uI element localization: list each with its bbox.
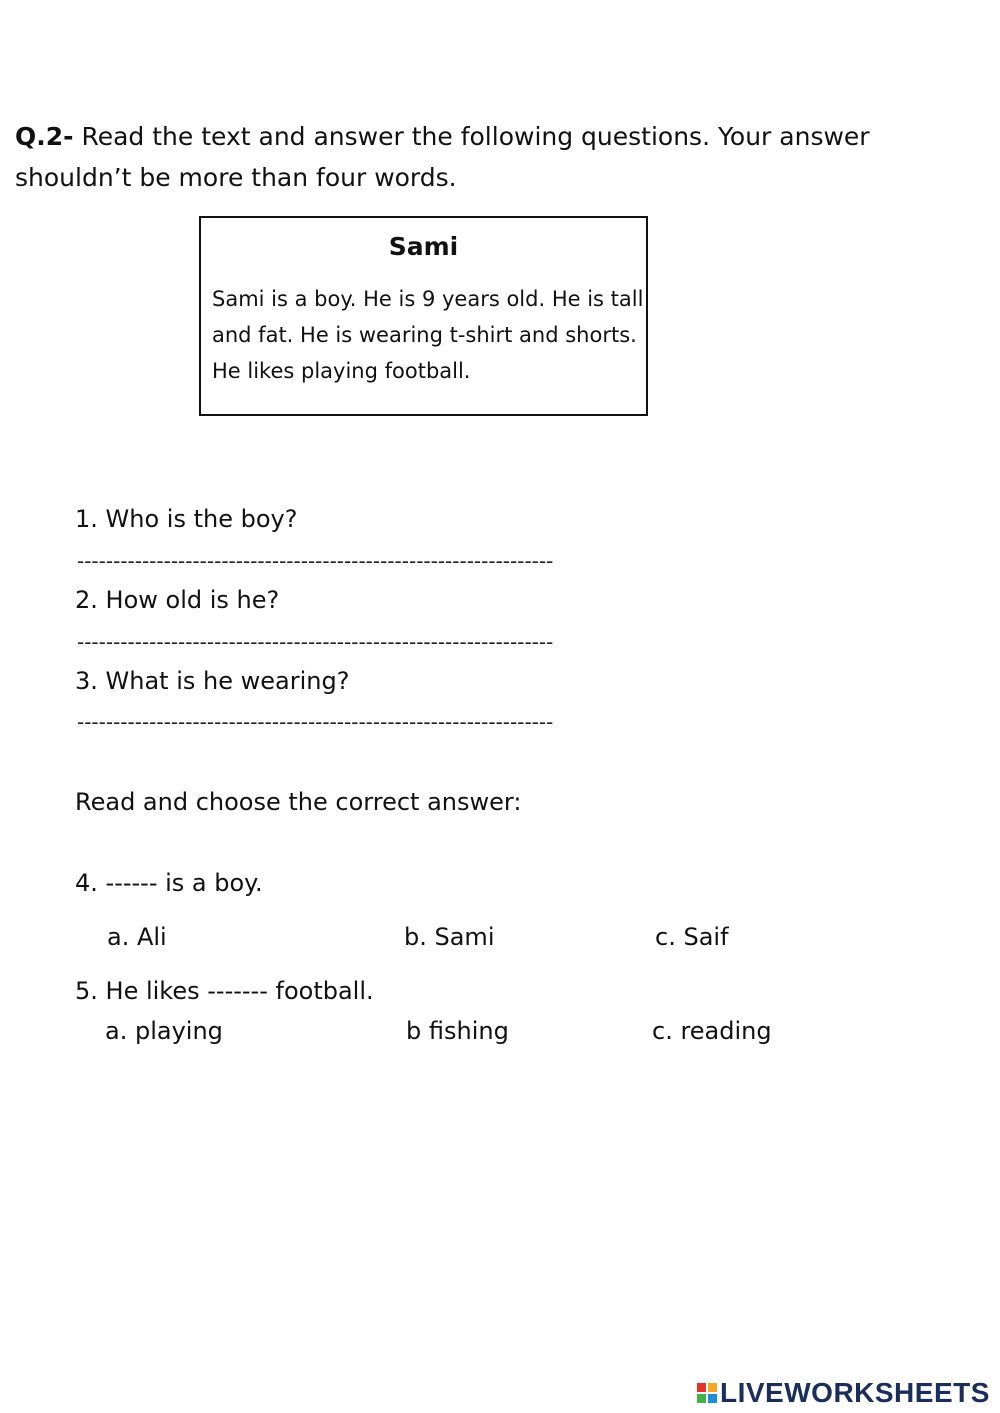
section-instruction: Read and choose the correct answer: [75,788,522,816]
question-2: 2. How old is he? [75,586,280,614]
logo-square [708,1383,717,1392]
q5-option-c[interactable]: c. reading [652,1017,772,1045]
q4-option-c[interactable]: c. Saif [655,923,729,951]
q4-option-b[interactable]: b. Sami [404,923,495,951]
question-1: 1. Who is the boy? [75,505,298,533]
question-instruction: Read the text and answer the following questions. Your answer shouldn’t be more than four words. [15,122,870,192]
question-number: Q.2- [15,122,74,151]
question-5: 5. He likes ------- football. [75,977,374,1005]
question-3: 3. What is he wearing? [75,667,350,695]
logo-grid-icon [697,1383,717,1403]
story-text: Sami is a boy. He is 9 years old. He is tall and fat. He is wearing t-shirt and shorts. He likes playing football. [212,287,644,383]
logo-square [708,1394,717,1403]
logo-text: LIVEWORKSHEETS [720,1377,990,1408]
q5-option-b[interactable]: b fishing [406,1017,509,1045]
logo-square [697,1394,706,1403]
answer-line-1[interactable]: ------------------------------------------------------------------ [77,549,554,573]
question-heading [15,116,915,198]
liveworksheets-logo [697,1378,990,1408]
answer-line-3[interactable]: ------------------------------------------------------------------ [77,710,554,734]
q4-option-a[interactable]: a. Ali [107,923,167,951]
story-title: Sami [388,232,459,261]
question-4: 4. ------ is a boy. [75,869,263,897]
logo-square [697,1383,706,1392]
q5-option-a[interactable]: a. playing [105,1017,223,1045]
answer-line-2[interactable]: ------------------------------------------------------------------ [77,630,554,654]
